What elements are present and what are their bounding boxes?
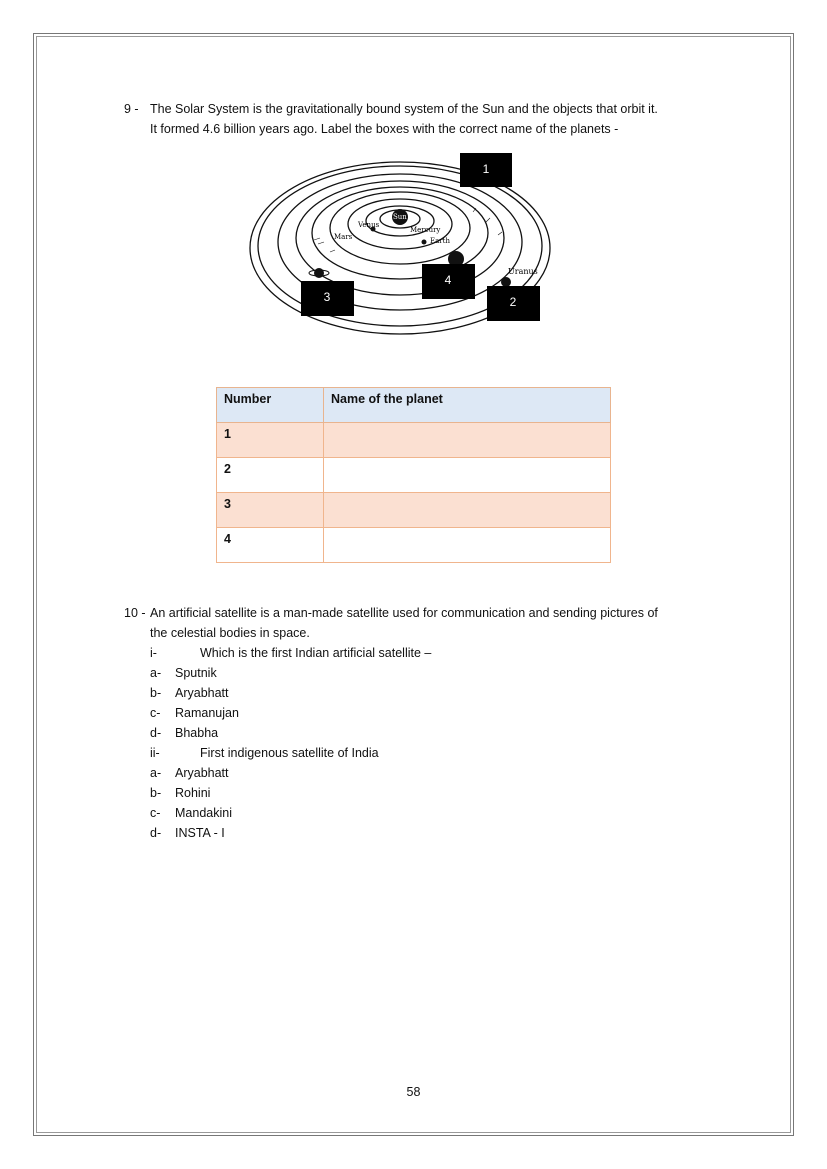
option-letter: b-: [150, 786, 162, 800]
svg-text:1: 1: [482, 162, 490, 176]
question-9-text-line2: It formed 4.6 billion years ago. Label the boxes with the correct name of the planets -: [150, 122, 619, 136]
table-row: [217, 458, 611, 493]
planet-name-answer-cell[interactable]: [324, 528, 611, 563]
label-box-1: [460, 153, 512, 187]
option-text[interactable]: INSTA - I: [175, 826, 225, 840]
row-number: 2: [217, 458, 324, 493]
svg-text:3: 3: [323, 290, 331, 304]
label-earth: Earth: [430, 237, 450, 245]
header-planet-name: Name of the planet: [324, 388, 611, 423]
option-letter: c-: [150, 706, 161, 720]
label-mars: Mars: [334, 233, 353, 241]
sub-question-2-marker: ii-: [150, 746, 160, 760]
option-text[interactable]: Bhabha: [175, 726, 219, 740]
svg-text:4: 4: [444, 273, 452, 287]
option-letter: d-: [150, 826, 162, 840]
page-number: 58: [406, 1085, 421, 1099]
row-number: 1: [217, 423, 324, 458]
row-number: 4: [217, 528, 324, 563]
option-letter: d-: [150, 726, 162, 740]
option-letter: a-: [150, 666, 162, 680]
question-10-number: 10 -: [124, 606, 146, 620]
option-letter: a-: [150, 766, 162, 780]
option-text[interactable]: Sputnik: [175, 666, 217, 680]
question-9-number: 9 -: [124, 102, 139, 116]
svg-text:2: 2: [509, 295, 517, 309]
table-row: [217, 493, 611, 528]
label-box-2: [487, 286, 540, 321]
option-letter: b-: [150, 686, 162, 700]
solar-system-diagram: [240, 148, 560, 348]
uranus-planet: [501, 277, 511, 287]
label-box-3: [301, 281, 354, 316]
orbit-arrows: [314, 208, 502, 252]
question-10-text-line1: An artificial satellite is a man-made satellite used for communication and sending pictures of: [150, 606, 658, 620]
planet-answer-table: [216, 387, 611, 563]
table-row: [217, 528, 611, 563]
sub-question-2-text: First indigenous satellite of India: [200, 746, 379, 760]
label-box-4: [422, 264, 475, 299]
option-text[interactable]: Rohini: [175, 786, 211, 800]
earth-planet: [422, 240, 427, 245]
table-header-row: [217, 388, 611, 423]
question-9-text-line1: The Solar System is the gravitationally bound system of the Sun and the objects that orbit it.: [150, 102, 658, 116]
sub-question-1-marker: i-: [150, 646, 157, 660]
table-row: [217, 423, 611, 458]
sub-question-1-text: Which is the first Indian artificial satellite –: [200, 646, 432, 660]
row-number: 3: [217, 493, 324, 528]
option-letter: c-: [150, 806, 161, 820]
option-text[interactable]: Aryabhatt: [175, 686, 229, 700]
question-10-text-line2: the celestial bodies in space.: [150, 626, 310, 640]
option-text[interactable]: Mandakini: [175, 806, 232, 820]
label-uranus: Uranus: [508, 267, 538, 276]
planet-name-answer-cell[interactable]: [324, 423, 611, 458]
label-mercury: Mercury: [410, 226, 441, 234]
label-venus: Venus: [358, 221, 380, 229]
planet-name-answer-cell[interactable]: [324, 458, 611, 493]
option-text[interactable]: Ramanujan: [175, 706, 239, 720]
planet-name-answer-cell[interactable]: [324, 493, 611, 528]
header-number: Number: [217, 388, 324, 423]
option-text[interactable]: Aryabhatt: [175, 766, 229, 780]
label-sun: Sun: [393, 213, 407, 221]
